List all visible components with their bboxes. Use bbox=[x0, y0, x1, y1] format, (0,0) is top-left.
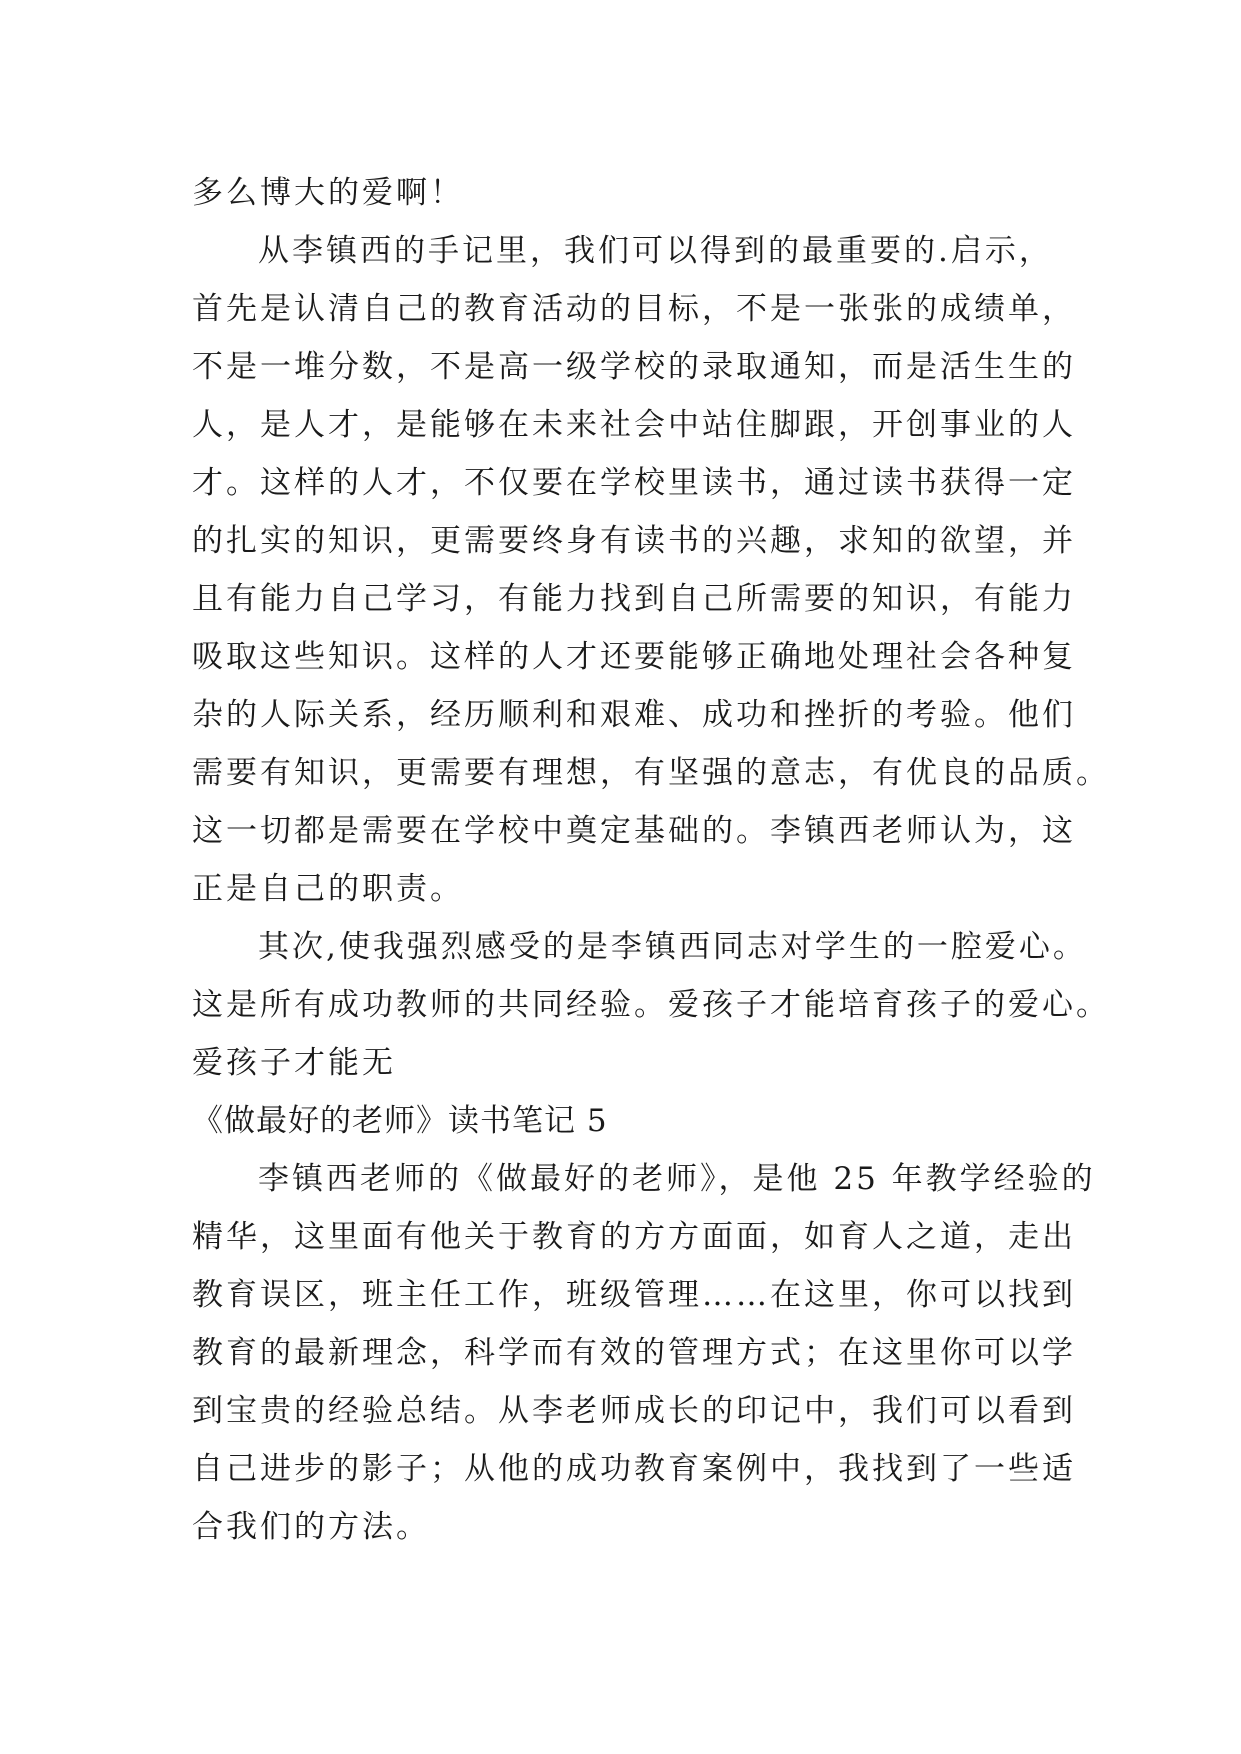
text-line: 且有能力自己学习，有能力找到自己所需要的知识，有能力 bbox=[192, 581, 1076, 617]
text-line: 到宝贵的经验总结。从李老师成长的印记中，我们可以看到 bbox=[192, 1393, 1076, 1429]
text-line: 精华，这里面有他关于教育的方方面面，如育人之道，走出 bbox=[192, 1219, 1076, 1255]
paragraph-first-line: 李镇西老师的《做最好的老师》，是他 25 年教学经验的 bbox=[258, 1161, 1096, 1197]
text-line: 正是自己的职责。 bbox=[192, 871, 464, 907]
text-line: 才。这样的人才，不仅要在学校里读书，通过读书获得一定 bbox=[192, 465, 1076, 501]
text-line: 爱孩子才能无 bbox=[192, 1045, 396, 1081]
text-line: 人，是人才，是能够在未来社会中站住脚跟，开创事业的人 bbox=[192, 407, 1076, 443]
section-title: 《做最好的老师》读书笔记 5 bbox=[192, 1103, 608, 1139]
text-line: 自己进步的影子；从他的成功教育案例中，我找到了一些适 bbox=[192, 1451, 1076, 1487]
text-line: 不是一堆分数，不是高一级学校的录取通知，而是活生生的 bbox=[192, 349, 1076, 385]
paragraph-first-line: 从李镇西的手记里，我们可以得到的最重要的.启示， bbox=[258, 233, 1053, 269]
text-line: 需要有知识，更需要有理想，有坚强的意志，有优良的品质。 bbox=[192, 755, 1110, 791]
text-line: 这是所有成功教师的共同经验。爱孩子才能培育孩子的爱心。 bbox=[192, 987, 1110, 1023]
text-line: 杂的人际关系，经历顺利和艰难、成功和挫折的考验。他们 bbox=[192, 697, 1076, 733]
text-line: 的扎实的知识，更需要终身有读书的兴趣，求知的欲望，并 bbox=[192, 523, 1076, 559]
text-line: 合我们的方法。 bbox=[192, 1509, 430, 1545]
text-line: 吸取这些知识。这样的人才还要能够正确地处理社会各种复 bbox=[192, 639, 1076, 675]
text-line: 教育的最新理念，科学而有效的管理方式；在这里你可以学 bbox=[192, 1335, 1076, 1371]
document-body bbox=[192, 164, 1110, 1556]
text-line: 多么博大的爱啊！ bbox=[192, 175, 464, 211]
text-line: 教育误区，班主任工作，班级管理……在这里，你可以找到 bbox=[192, 1277, 1076, 1313]
text-line: 这一切都是需要在学校中奠定基础的。李镇西老师认为，这 bbox=[192, 813, 1076, 849]
paragraph-first-line: 其次,使我强烈感受的是李镇西同志对学生的一腔爱心。 bbox=[258, 929, 1087, 965]
text-line: 首先是认清自己的教育活动的目标，不是一张张的成绩单， bbox=[192, 291, 1076, 327]
